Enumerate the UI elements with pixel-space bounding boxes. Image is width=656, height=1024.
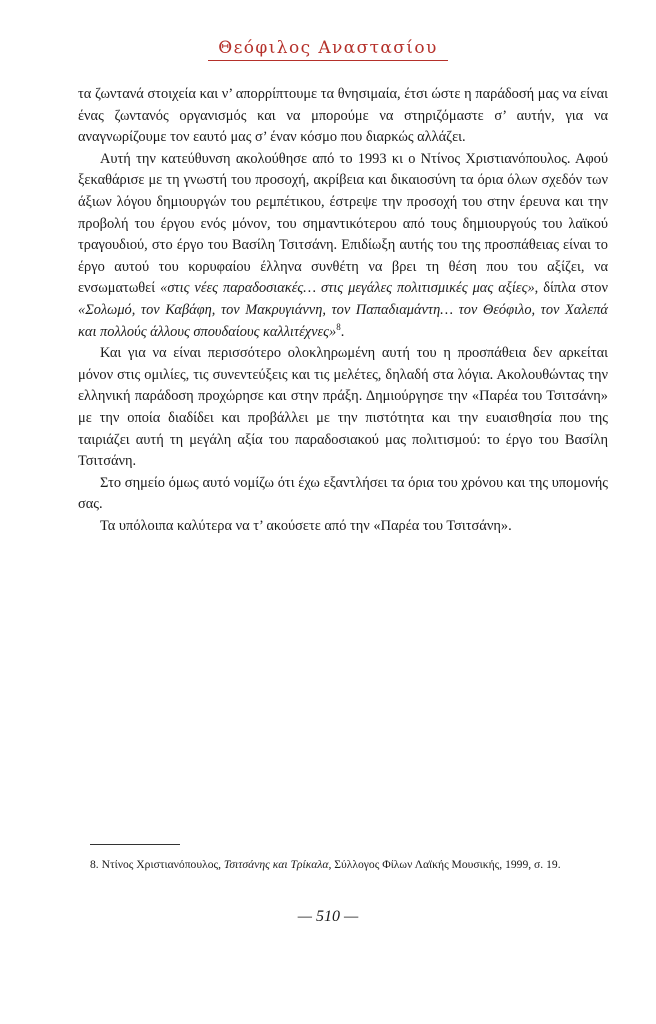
footnote-number: 8. [90, 858, 99, 871]
footnote [90, 857, 610, 873]
quote-artists-list: «Σολωμό, τον Καβάφη, τον Μακρυγιάννη, τον Παπαδιαμάντη… τον Θεόφιλο, τον Χαλεπά και πολλούς άλλους σπουδαίους καλλιτέχνες» [78, 301, 608, 340]
page-number: — 510 — [297, 908, 359, 925]
paragraph-2 [78, 149, 608, 343]
paragraph-2-end: . [340, 323, 345, 340]
paragraph-2-intro: Αυτή την κατεύθυνση ακολούθησε από το 1993 κι ο Ντίνος Χριστιανόπουλος. Αφού ξεκαθάρισε με τη γνωστή του προσοχή, ακρίβεια και δικαιοσύνη τα όρια όλων σχεδόν των άξιων λόγου δημιουργών του ρεμπέτικου, έστρεψε την προσοχή του στην έρευνα και την προβολή του έργου ενός μόνον, του σημαντικότερου από τους δημιουργούς του λαϊκού τραγουδιού, στο έργο του Βασίλη Τσιτσάνη. Επιδίωξη αυτής του της προσπάθειας είναι το έργο αυτού του κορυφαίου έλληνα συνθέτη να βρει τη θέση που του αξίζει, να ενσωματωθεί [78, 150, 608, 297]
paragraph-4: Στο σημείο όμως αυτό νομίζω ότι έχω εξαντλήσει τα όρια του χρόνου και της υπομονής σας. [78, 474, 608, 513]
footnote-reference: 8 [336, 321, 341, 332]
paragraph-5: Τα υπόλοιπα καλύτερα να τ’ ακούσετε από την «Παρέα του Τσιτσάνη». [100, 517, 512, 534]
footnote-title: Τσιτσάνης και Τρίκαλα, [223, 858, 332, 871]
main-text [78, 84, 608, 537]
paragraph-2-mid: , δίπλα στον [534, 280, 608, 297]
quote-traditional-values: «στις νέες παραδοσιακές… στις μεγάλες πολιτισμικές μας αξίες» [160, 280, 535, 297]
footnote-divider [90, 844, 180, 845]
footnote-author: Ντίνος Χριστιανόπουλος, [101, 858, 222, 871]
running-title: Θεόφιλος Αναστασίου [208, 38, 448, 61]
running-head [0, 38, 656, 61]
paragraph-3: Και για να είναι περισσότερο ολοκληρωμένη αυτή του η προσπάθεια δεν αρκείται μόνον στις ομιλίες, τις συνεντεύξεις και τις μελέτες, δηλαδή στα λόγια. Ακολουθώντας την ελληνική παράδοση προχώρησε και στην πράξη. Δημιούργησε την «Παρέα του Τσιτσάνη» με την οποία διαδίδει και προβάλλει με την πιστότητα και την ευαισθησία που της ταιριάζει αυτή τη μεγάλη αξία του παραδοσιακού μας πολιτισμού: το έργο του Βασίλη Τσιτσάνη. [78, 345, 608, 470]
paragraph-1: τα ζωντανά στοιχεία και ν’ απορρίπτουμε τα θνησιμαία, έτσι ώστε η παράδοσή μας να είναι ένας ζωντανός οργανισμός και να μπορούμε να στηριζόμαστε σ’ αυτήν, για να αναγνωρίζουμε τον εαυτό μας σ’ έναν κόσμο που διαρκώς αλλάζει. [78, 86, 608, 146]
footnote-publication: Σύλλογος Φίλων Λαϊκής Μουσικής, 1999, σ. 19. [334, 858, 561, 871]
